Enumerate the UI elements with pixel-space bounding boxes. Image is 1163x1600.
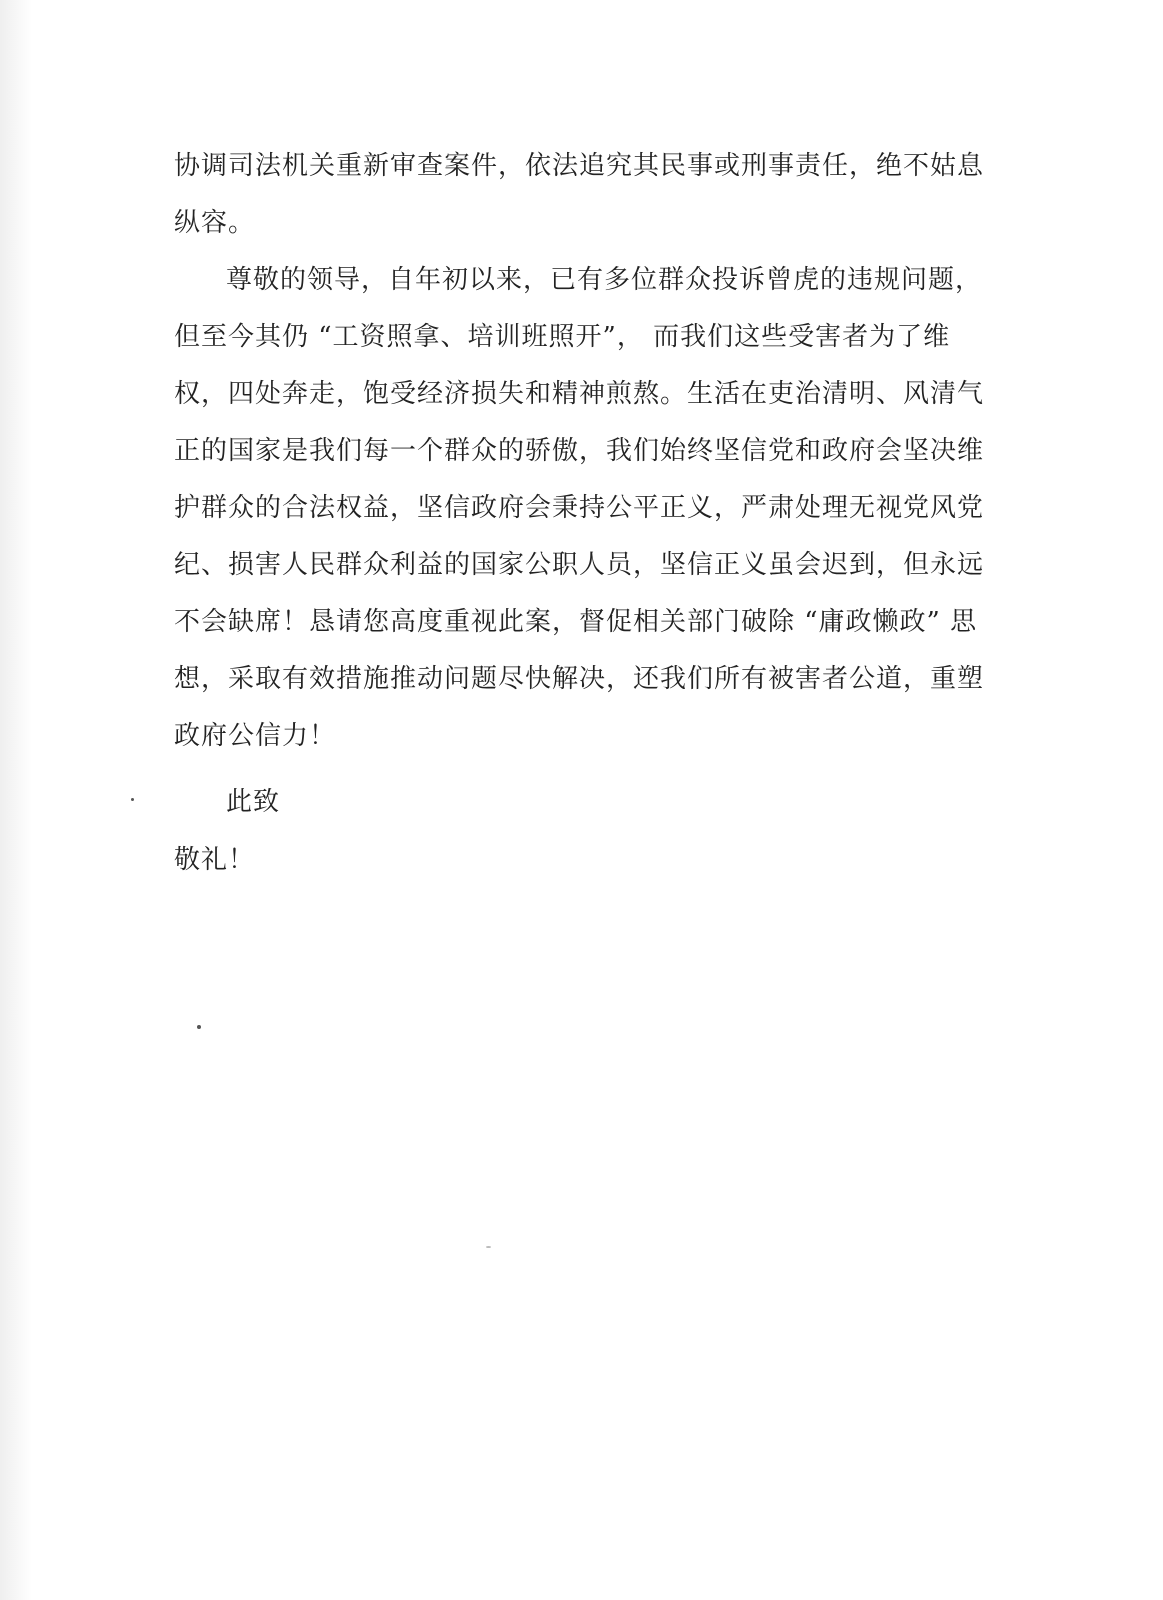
letter-line-7: 护群众的合法权益，坚信政府会秉持公平正义，严肃处理无视党风党 <box>174 493 985 523</box>
letter-line-6: 正的国家是我们每一个群众的骄傲，我们始终坚信党和政府会坚决维 <box>174 436 985 466</box>
letter-line-10: 想，采取有效措施推动问题尽快解决，还我们所有被害者公道，重塑 <box>174 664 985 694</box>
letter-line-11: 政府公信力！ <box>174 721 337 751</box>
scan-speck <box>197 1025 201 1029</box>
scan-speck <box>486 1246 491 1248</box>
letter-line-3: 尊敬的领导，自年初以来，已有多位群众投诉曾虎的违规问题， <box>226 265 983 295</box>
letter-line-5: 权，四处奔走，饱受经济损失和精神煎熬。生活在吏治清明、风清气 <box>174 379 985 409</box>
letter-line-9: 不会缺席！恳请您高度重视此案，督促相关部门破除 “庸政懒政” 思 <box>174 607 978 637</box>
salutation: 敬礼！ <box>174 845 256 875</box>
letter-line-1: 协调司法机关重新审查案件，依法追究其民事或刑事责任，绝不姑息 <box>174 151 985 181</box>
letter-line-8: 纪、损害人民群众利益的国家公职人员，坚信正义虽会迟到，但永远 <box>174 550 985 580</box>
letter-body <box>174 138 985 765</box>
scan-speck <box>131 798 134 801</box>
scan-shadow-edge <box>0 0 32 1600</box>
closing-phrase: 此致 <box>226 787 281 817</box>
letter-line-2: 纵容。 <box>174 208 256 238</box>
letter-line-4: 但至今其仍 “工资照拿、培训班照开”， 而我们这些受害者为了维 <box>174 322 951 352</box>
